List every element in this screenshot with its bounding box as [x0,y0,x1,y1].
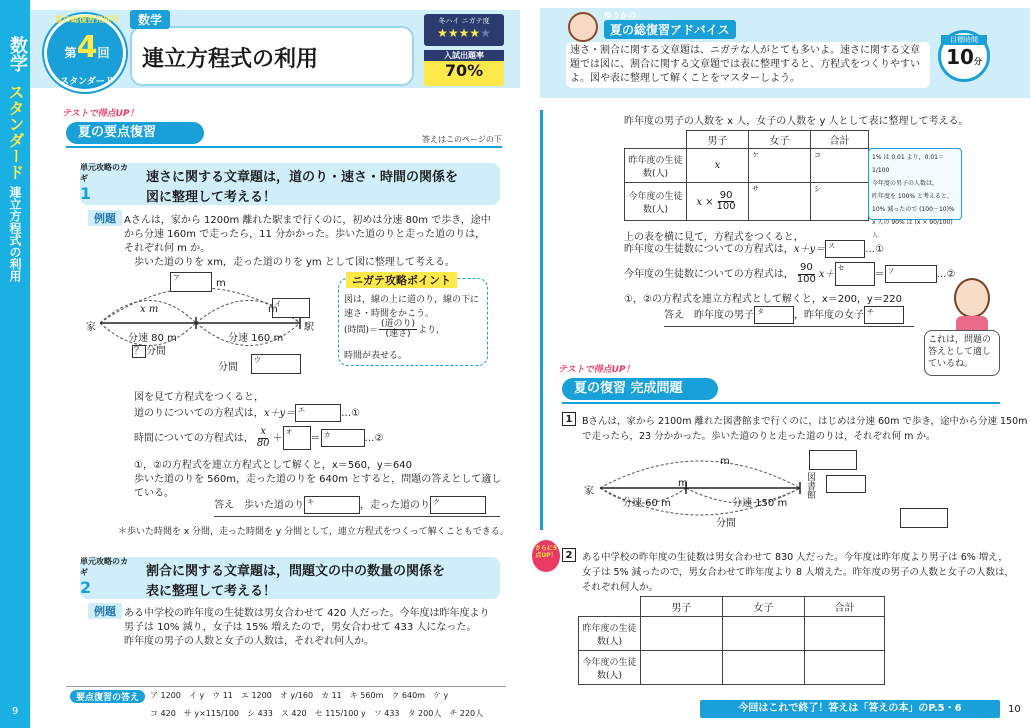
ratio-table: 男子 女子 合計 昨年度の生徒数(人) x ケ コ 今年度の生徒数(人) x × $\frac{90}{100}$ サ シ [624,130,869,221]
test-up-tag-right: テストで得点UP！ [558,365,635,375]
footer-banner: 今回はこれで終了！答えは「答えの本」のP.5・6 [700,700,1000,718]
q1-text-1: Bさんは，家から 2100m 離れた図書館まで行くのに，はじめは分速 60m で歩き，途中から分速 150m [582,416,1028,427]
section-title-right: 夏の復習 完成問題 [562,378,718,400]
key2-text-2: 表に整理して考える！ [146,584,277,599]
s1: 図を見て方程式をつくると， [134,392,264,403]
t1: 上の表を横に見て，方程式をつくると， [624,232,804,243]
ex2-text-2: 男子は 10% 減り，女子は 15% 増えたので，男女合わせて 433 人になった。 [124,622,477,633]
q2-cell-last-boys[interactable] [641,617,723,651]
answer-note: 答えはこのページの下 [422,135,502,144]
t2: 昨年度の生徒数についての方程式は，x＋y＝ ス …① [624,240,884,258]
diag2-home: 家 [584,486,594,497]
target-time-value: 10分 [946,45,982,69]
answers-row-2: コ 420 サ y×115/100 シ 433 ス 420 セ 115/100 y ソ 433 タ 200人 チ 220人 [150,709,484,718]
point-l4: 時間が表せる。 [344,351,408,361]
diag1-speed2: 分速 160 m [228,333,284,344]
s5-2: ている。 [134,488,174,499]
blank-o: オ [283,426,311,450]
test-up-tag-left: テストで得点UP！ [62,109,139,119]
diag2-lib: 図書館 [805,472,815,499]
blank-i: イ [272,298,310,318]
freq-label: 入試出題率 [424,50,504,61]
up-tag: さらに5点UP！ [532,540,560,572]
diag1-speed1: 分速 80 m [128,333,177,344]
speech-bubble: これは，問題の答えとして適しているね。 [924,330,1000,376]
freq-value: 70% [444,61,484,80]
t4: ①，②の方程式を連立方程式として解くと，x＝200，y＝220 [624,294,902,305]
diag1-m1: m [216,278,226,289]
advice-text: 速さ・割合に関する文章題は、ニガテな人がとても多いよ。速さに関する文章題では図に、割合に関する文章題では表に整理すると、方程式をつくりやすいよ。図や表に整理して解くことをマスターしよう。 [570,45,920,84]
nigate-box [424,14,504,46]
diag1-xm: x m [140,304,159,315]
answers-rule [66,686,506,687]
distance-diagram-2 [594,444,810,534]
diag1-home: 家 [86,322,96,333]
t3: 今年度の生徒数についての方程式は， $\frac{90}{100}$ x＋ セ ＝ ソ …② [624,262,956,285]
example-label-2: 例題 [88,603,122,619]
key2-badge: 単元攻略のカギ 2 [80,557,128,597]
blank-ki: キ [304,496,360,514]
answer-line-1: 答え 歩いた道のり キ ，走った道のり ク [214,496,500,517]
lesson-series: 夏の総復習完成号 [55,15,119,24]
blank-a: ア [170,272,212,292]
q2-cell-last-girls[interactable] [723,617,805,651]
point-title: ニガテ攻略ポイント [346,272,457,288]
key2-text-1: 割合に関する文章題は，問題文の中の数量の関係を [146,564,446,579]
blank-se: セ [835,262,875,286]
blank-ka: カ [321,429,365,447]
s5-1: 歩いた道のりを 560m，走った道のりを 640m とすると，問題の答えとして適し [134,474,502,485]
diag2-m2: m [678,478,688,489]
ex1-text-1: Aさんは，家から 1200m 離れた駅まで行くのに，初めは分速 80m で歩き，途中 [124,215,491,226]
blank-q1-walk [826,475,866,493]
q2-text-3: それぞれ何人か。 [582,582,659,593]
blank-e: エ [295,404,341,422]
section-rule [66,146,502,148]
ex2-text-1: ある中学校の昨年度の生徒数は男女合わせて 420 人だった。今年度は昨年度より [124,608,490,619]
point-l3: (時間)＝ $\frac{\text{(道のり)}}{\text{(速さ)}}$ より， [344,319,446,340]
target-time [938,30,990,82]
page-title: 連立方程式の利用 [142,47,319,72]
ex1-line2: 歩いた道のりを xm，走った道のりを ym として図に整理して考える。 [134,257,455,268]
blank-ta: タ [754,306,794,324]
diag1-m2: m [268,304,278,315]
q2-cell-last-total[interactable] [805,617,885,651]
blank-q1-time [900,508,948,528]
note: ＊歩いた時間を x 分間，走った時間を y 分間として，連立方程式をつくって解くこともできる。 [118,527,509,537]
target-time-label: 目標時間 [941,35,987,45]
yuka-character [942,268,1002,332]
diag2-m1: m [720,456,730,467]
key1-text-2: 図に整理して考える！ [146,190,277,205]
nigate-label: 冬ハイ ニガテ度 [438,17,490,25]
blank-ku: ク [430,496,486,514]
answer-line-2: 答え 昨年度の男子 タ ，昨年度の女子 チ [664,306,914,327]
ex1-text-2: から分速 160m で走ったら，11 分かかった。歩いた道のりと走った道のりは， [124,229,486,240]
diag2-min: 分間 [716,518,736,529]
answers-row-1: ア 1200 イ y ウ 11 エ 1200 オ y/160 カ 11 キ 560m ク 640m ケ y [150,691,449,700]
q2-cell-this-girls[interactable] [723,651,805,685]
s2: 道のりについての方程式は，x＋y＝ エ …① [134,404,360,422]
blank-u: ウ [251,354,301,374]
lesson-level: スタンダード [60,77,114,87]
q2-text-2: 女子は 5% 減ったので，男女合わせて昨年度より 8 人増えた。昨年度の男子の人数と女子の人数は， [582,567,1015,578]
diag2-speed1: 分速 60 m [622,498,671,509]
diag1-q-min: ？ 分間 [134,346,166,357]
side-subject: 数学 [7,36,28,72]
section-rule-right [562,402,1000,404]
section-title-left: 夏の要点復習 [66,122,204,144]
q1-text-2: で走ったら，23 分かかった。歩いた道のりと走った道のりは，それぞれ何 m か。 [582,431,936,442]
nigate-stars: ★★★★★ [437,26,491,40]
example-label-1: 例題 [88,210,122,226]
yuka-avatar [568,12,598,42]
advice-title: 夏の総復習アドバイス [604,20,736,39]
q2-text-1: ある中学校の昨年度の生徒数は男女合わせて 830 人だった。今年度は昨年度より男子は 6% 増え， [582,552,1008,563]
diag2-speed2: 分速 150 m [732,498,788,509]
answers-label: 要点復習の答え [70,690,145,703]
ex2-text-3: 昨年度の男子の人数と女子の人数は，それぞれ何人か。 [124,636,374,647]
lesson-number: 第4回 [64,30,110,65]
s4: ①，②の方程式を連立方程式として解くと，x＝560，y＝640 [134,460,412,471]
side-level: スタンダード [6,84,25,180]
blank-su: ス [825,240,865,258]
answer-table-q2: 男子 女子 合計 昨年度の生徒数(人) 今年度の生徒数(人) [578,596,885,685]
center-rule [540,110,543,530]
subject-tag: 数学 [130,10,170,29]
blank-so: ソ [885,265,937,283]
q1-num: 1 [562,412,576,426]
advice-name: ゆうかの [604,11,636,20]
intro: 昨年度の男子の人数を x 人，女子の人数を y 人として表に整理して考える。 [624,116,969,127]
key1-badge: 単元攻略のカギ 1 [80,163,128,203]
ex1-text-3: それぞれ何 m か。 [124,243,211,254]
q2-num: 2 [562,548,576,562]
q2-cell-this-total[interactable] [805,651,885,685]
page-number-left: 9 [12,706,19,717]
diag1-station: 駅 [304,322,314,333]
key1-text-1: 速さに関する文章題は，道のり・速さ・時間の関係を [146,170,459,185]
s3: 時間についての方程式は， $\frac{x}{80}$ ＋ オ ＝ カ …② [134,426,384,449]
freq-box [424,50,504,86]
q2-cell-this-boys[interactable] [641,651,723,685]
diag1-min2: 分間 [218,362,238,373]
side-topic: 連立方程式の利用 [8,186,22,282]
point-l2: 速さ・時間をかこう。 [344,309,435,319]
side-note: 1% は 0.01 より，0.01＝1/100 今年度の男子の人数は， 昨年度を 100% と考えると， 10% 減ったので (100－10)% x 人の 90% は (x × 90/100) 人 [868,148,962,220]
point-l1: 図は，線の上に道のり，線の下に [344,295,480,305]
page-number-right: 10 [1008,704,1021,715]
blank-chi: チ [864,306,904,324]
blank-q1-total [809,450,857,470]
